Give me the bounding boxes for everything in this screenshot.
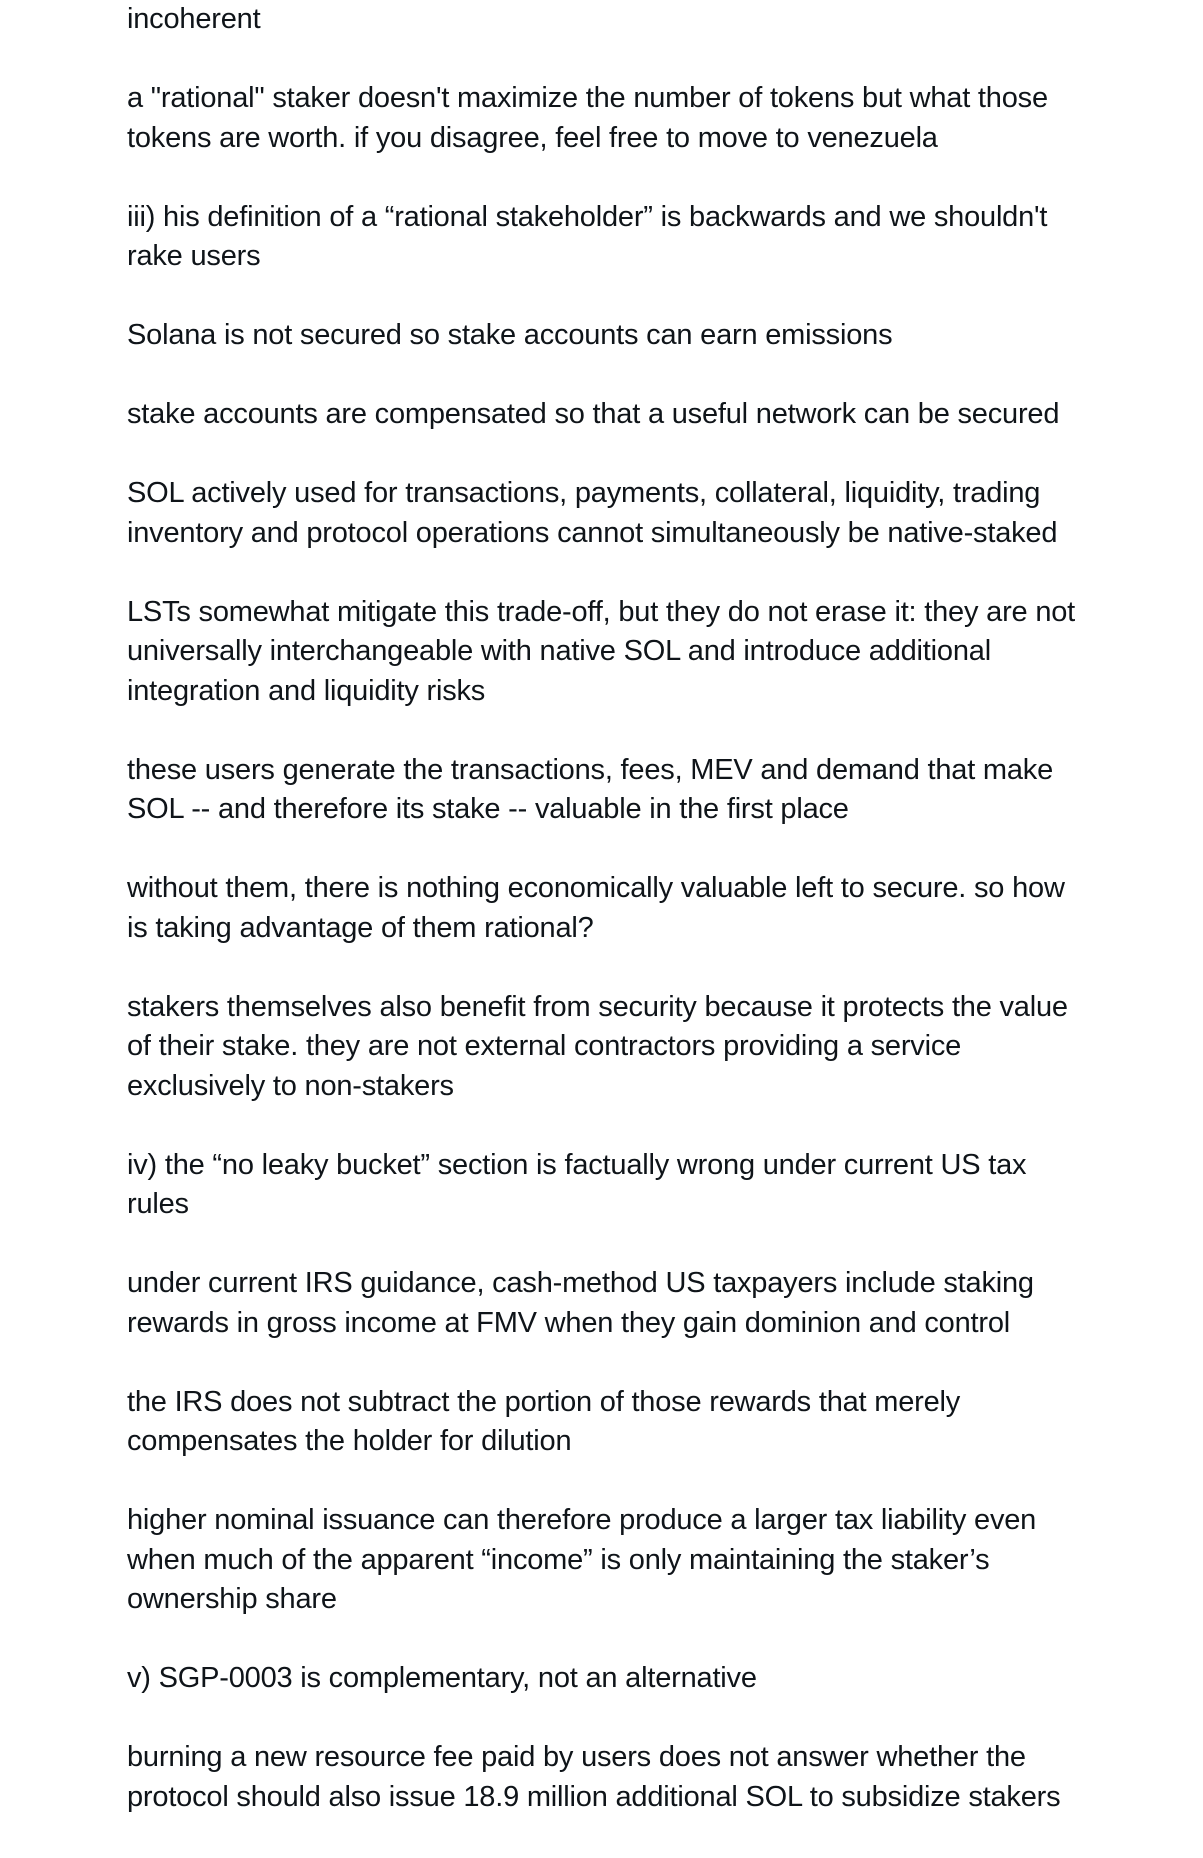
paragraph-lsts-mitigate: LSTs somewhat mitigate this trade-off, but they do not erase it: they are not universally interchangeable with native SOL and introduce additional integration and liquidity risks bbox=[127, 595, 1076, 707]
paragraph-spacer bbox=[127, 1343, 1177, 1383]
paragraph-rational-staker: a "rational" staker doesn't maximize the number of tokens but what those tokens are worth. if you disagree, feel free to move to venezuela bbox=[127, 82, 1048, 154]
paragraph-users-generate: these users generate the transactions, fees, MEV and demand that make SOL -- and therefore its stake -- valuable in the first place bbox=[127, 753, 1054, 825]
paragraph-stakers-benefit: stakers themselves also benefit from security because it protects the value of their stake. they are not external contractors providing a service exclusively to non-stakers bbox=[127, 990, 1068, 1102]
paragraph-spacer bbox=[127, 356, 1177, 396]
paragraph-spacer bbox=[127, 1106, 1177, 1146]
paragraph-irs-dilution: the IRS does not subtract the portion of those rewards that merely compensates the holder for dilution bbox=[127, 1385, 961, 1457]
paragraph-spacer bbox=[127, 948, 1177, 988]
paragraph-spacer bbox=[127, 1462, 1177, 1502]
paragraph-spacer bbox=[127, 435, 1177, 475]
paragraph-section-v-heading: v) SGP-0003 is complementary, not an alternative bbox=[127, 1662, 757, 1694]
paragraph-higher-issuance: higher nominal issuance can therefore produce a larger tax liability even when much of the apparent “income” is only maintaining the staker’s ownership share bbox=[127, 1504, 1037, 1615]
paragraph-spacer bbox=[127, 1699, 1177, 1739]
paragraph-spacer bbox=[127, 711, 1177, 751]
paragraph-sol-actively-used: SOL actively used for transactions, payments, collateral, liquidity, trading inventory and protocol operations cannot simultaneously be native-staked bbox=[127, 477, 1058, 549]
paragraph-spacer bbox=[127, 40, 1177, 80]
paragraph-spacer bbox=[127, 1225, 1177, 1265]
paragraph-incoherent: incoherent bbox=[127, 3, 261, 35]
paragraph-stake-accounts-compensated: stake accounts are compensated so that a useful network can be secured bbox=[127, 398, 1060, 430]
paragraph-section-iv-heading: iv) the “no leaky bucket” section is factually wrong under current US tax rules bbox=[127, 1148, 1027, 1220]
paragraph-solana-not-secured: Solana is not secured so stake accounts can earn emissions bbox=[127, 319, 893, 351]
paragraph-spacer bbox=[127, 158, 1177, 198]
paragraph-spacer bbox=[127, 553, 1177, 593]
paragraph-without-them: without them, there is nothing economically valuable left to secure. so how is taking advantage of them rational? bbox=[127, 872, 1065, 944]
paragraph-spacer bbox=[127, 1620, 1177, 1660]
paragraph-section-iii-heading: iii) his definition of a “rational stakeholder” is backwards and we shouldn't rake users bbox=[127, 200, 1048, 272]
paragraph-spacer bbox=[127, 277, 1177, 317]
paragraph-spacer bbox=[127, 830, 1177, 870]
paragraph-irs-guidance: under current IRS guidance, cash-method US taxpayers include staking rewards in gross income at FMV when they gain dominion and control bbox=[127, 1267, 1034, 1339]
post-text-body bbox=[127, 0, 1177, 1817]
paragraph-burning-fee: burning a new resource fee paid by users does not answer whether the protocol should also issue 18.9 million additional SOL to subsidize stakers bbox=[127, 1741, 1061, 1813]
